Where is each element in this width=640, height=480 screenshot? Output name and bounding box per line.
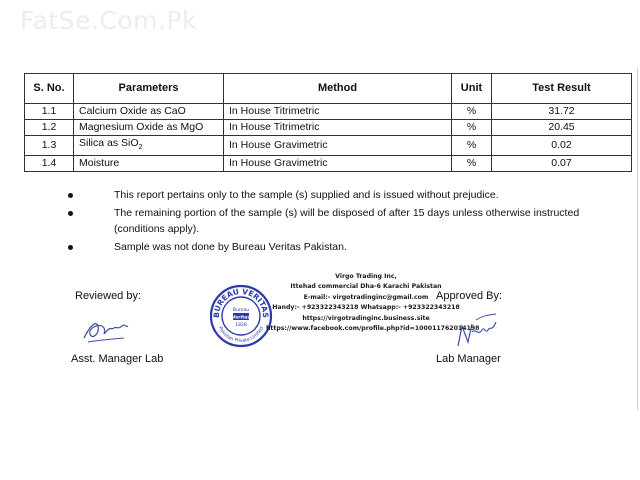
page-bottom [0, 412, 640, 480]
note-text: This report pertains only to the sample (s) supplied and is issued without prejudice. [114, 189, 499, 201]
cell-parameter [74, 120, 224, 136]
cell-parameter [74, 136, 224, 156]
note-item [68, 239, 598, 255]
page-edge [637, 68, 638, 410]
cell-method: In House Titrimetric [224, 104, 452, 120]
bureau-veritas-stamp [209, 284, 273, 348]
contact-website[interactable]: https://virgotradinginc.business.site [302, 314, 430, 322]
cell-unit: % [452, 120, 492, 136]
col-header-parameters: Parameters [74, 74, 224, 104]
note-text: Sample was not done by Bureau Veritas Pakistan. [114, 241, 347, 253]
approved-by-label: Approved By: [436, 290, 503, 302]
contact-address: Ittehad commercial Dha-6 Karachi Pakistan [290, 283, 442, 291]
cell-parameter [74, 156, 224, 172]
param-text: Magnesium Oxide as MgO [79, 121, 204, 133]
cell-unit: % [452, 156, 492, 172]
stamp-center-top: Bureau [232, 308, 250, 313]
bullet-icon [68, 211, 73, 216]
contact-email: E-mail:- virgotradinginc@gmail.com [303, 293, 429, 301]
contact-company: Virgo Trading Inc, [335, 273, 397, 280]
reviewer-signature [82, 312, 130, 346]
table-row [25, 120, 632, 136]
cell-unit: % [452, 136, 492, 156]
reviewed-by-label: Reviewed by: [75, 290, 142, 302]
param-subscript: 2 [138, 144, 143, 152]
stamp-bottom-text: Pakistan Private Limited [217, 326, 265, 345]
cell-sno: 1.2 [25, 120, 74, 136]
table-header-row [25, 74, 632, 104]
site-watermark: FatSe.Com.Pk [20, 6, 198, 35]
stamp-center-mid: Veritas [231, 315, 251, 321]
cell-unit: % [452, 104, 492, 120]
stamp-center-bottom: 1828 [235, 323, 247, 328]
col-header-unit: Unit [452, 74, 492, 104]
table-row [25, 104, 632, 120]
col-header-test-result: Test Result [492, 74, 632, 104]
col-header-method: Method [224, 74, 452, 104]
table-row [25, 136, 632, 156]
asst-manager-title: Asst. Manager Lab [71, 353, 164, 365]
report-notes [68, 187, 598, 257]
cell-sno: 1.4 [25, 156, 74, 172]
cell-result: 20.45 [492, 120, 632, 136]
lab-manager-title: Lab Manager [436, 353, 501, 365]
cell-sno: 1.1 [25, 104, 74, 120]
note-item [68, 205, 598, 237]
param-text: Silica as SiO [79, 137, 139, 149]
col-header-sno: S. No. [25, 74, 74, 104]
note-text: The remaining portion of the sample (s) will be disposed of after 15 days unless otherwise instructed (conditions apply). [114, 207, 580, 235]
bullet-icon [68, 193, 73, 198]
cell-parameter [74, 104, 224, 120]
cell-method: In House Gravimetric [224, 156, 452, 172]
cell-method: In House Gravimetric [224, 136, 452, 156]
contact-facebook[interactable]: https://www.facebook.com/profile.php?id=100011762014198 [266, 325, 480, 333]
cell-method: In House Titrimetric [224, 120, 452, 136]
test-results-table [24, 73, 632, 172]
cell-result: 0.07 [492, 156, 632, 172]
note-item [68, 187, 598, 203]
param-text: Calcium Oxide as CaO [79, 105, 186, 117]
cell-result: 0.02 [492, 136, 632, 156]
contact-phone: Handy:- +923322343218 Whatsapp:- +923322343218 [272, 304, 460, 312]
stamp-top-text: BUREAU VERITAS [211, 286, 271, 318]
cell-sno: 1.3 [25, 136, 74, 156]
bullet-icon [68, 245, 73, 250]
table-row [25, 156, 632, 172]
param-text: Moisture [79, 157, 120, 170]
cell-result: 31.72 [492, 104, 632, 120]
